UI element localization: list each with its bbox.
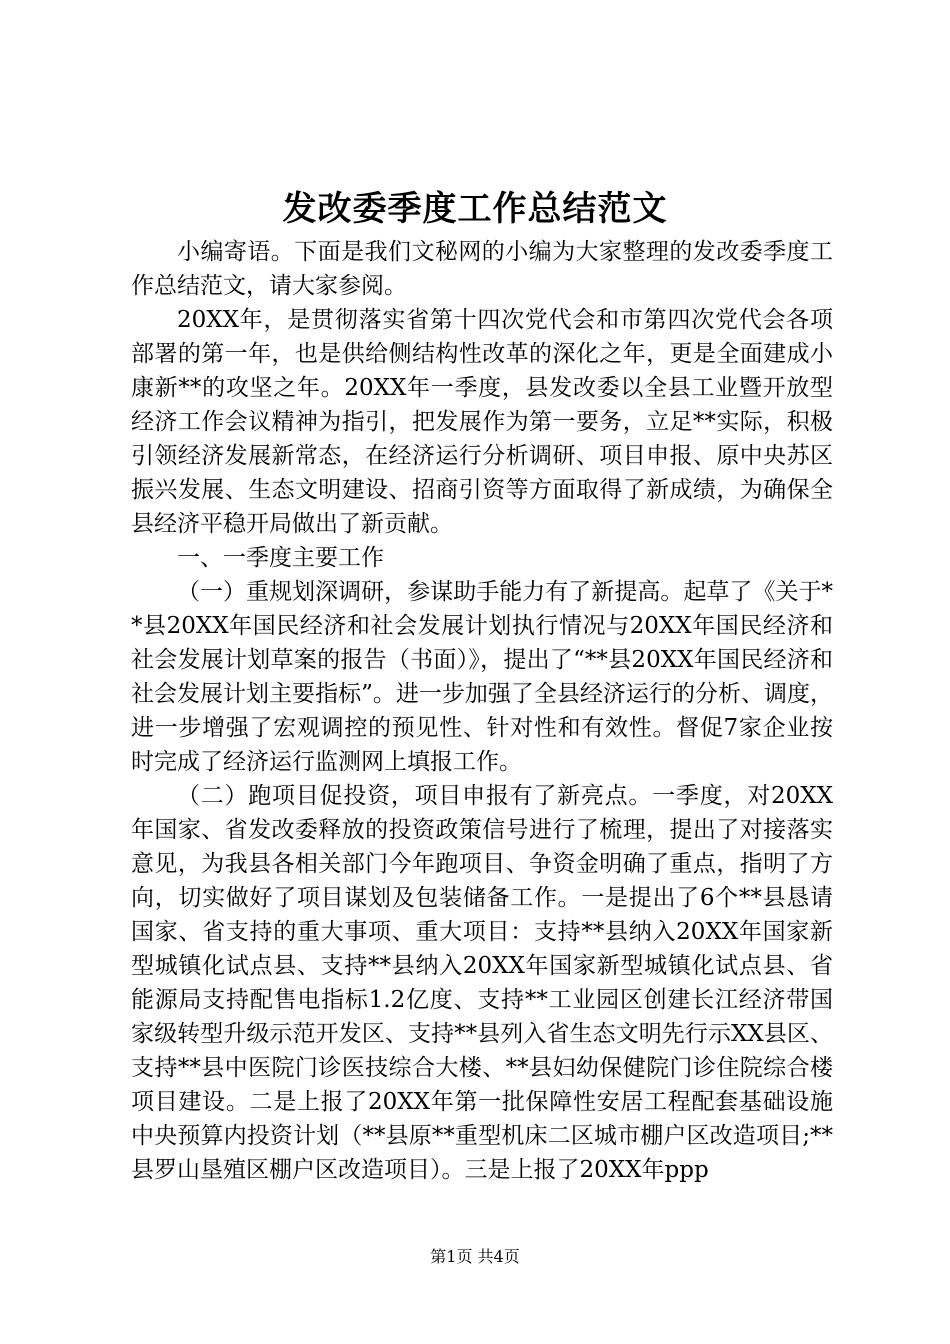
paragraph-intro: 小编寄语。下面是我们文秘网的小编为大家整理的发改委季度工作总结范文，请大家参阅。 <box>131 239 833 299</box>
paragraph-overview: 20XX年，是贯彻落实省第十四次党代会和市第四次党代会各项部署的第一年，也是供给侧结构性改革的深化之年，更是全面建成小康新**的攻坚之年。20XX年一季度，县发改委以全县工业暨开放型经济工作会议精神为指引，把发展作为第一要务，立足**实际，积极引领经济发展新常态，在经济运行分析调研、项目申报、原中央苏区振兴发展、生态文明建设、招商引资等方面取得了新成绩，为确保全县经济平稳开局做出了新贡献。 <box>131 307 833 537</box>
document-body <box>131 235 833 1187</box>
paragraph-item-1: （一）重规划深调研，参谋助手能力有了新提高。起草了《关于**县20XX年国民经济和社会发展计划执行情况与20XX年国民经济和社会发展计划草案的报告（书面）》，提出了“**县20XX年国民经济和社会发展计划主要指标”。进一步加强了全县经济运行的分析、调度，进一步增强了宏观调控的预见性、针对性和有效性。督促7家企业按时完成了经济运行监测网上填报工作。 <box>131 579 833 775</box>
page-number-footer: 第1页 共4页 <box>430 1247 520 1266</box>
paragraph-item-2: （二）跑项目促投资，项目申报有了新亮点。一季度，对20XX年国家、省发改委释放的投资政策信号进行了梳理，提出了对接落实意见，为我县各相关部门今年跑项目、争资金明确了重点，指明了方向，切实做好了项目谋划及包装储备工作。一是提出了6个**县恳请国家、省支持的重大事项、重大项目：支持**县纳入20XX年国家新型城镇化试点县、支持**县纳入20XX年国家新型城镇化试点县、省能源局支持配售电指标1.2亿度、支持**工业园区创建长江经济带国家级转型升级示范开发区、支持**县列入省生态文明先行示XX县区、支持**县中医院门诊医技综合大楼、**县妇幼保健院门诊住院综合楼项目建设。二是上报了20XX年第一批保障性安居工程配套基础设施中央预算内投资计划（**县原**重型机床二区城市棚户区改造项目;**县罗山垦殖区棚户区改造项目）。三是上报了20XX年ppp <box>131 783 833 1183</box>
document-title: 发改委季度工作总结范文 <box>282 189 668 229</box>
section-heading: 一、一季度主要工作 <box>177 545 384 571</box>
